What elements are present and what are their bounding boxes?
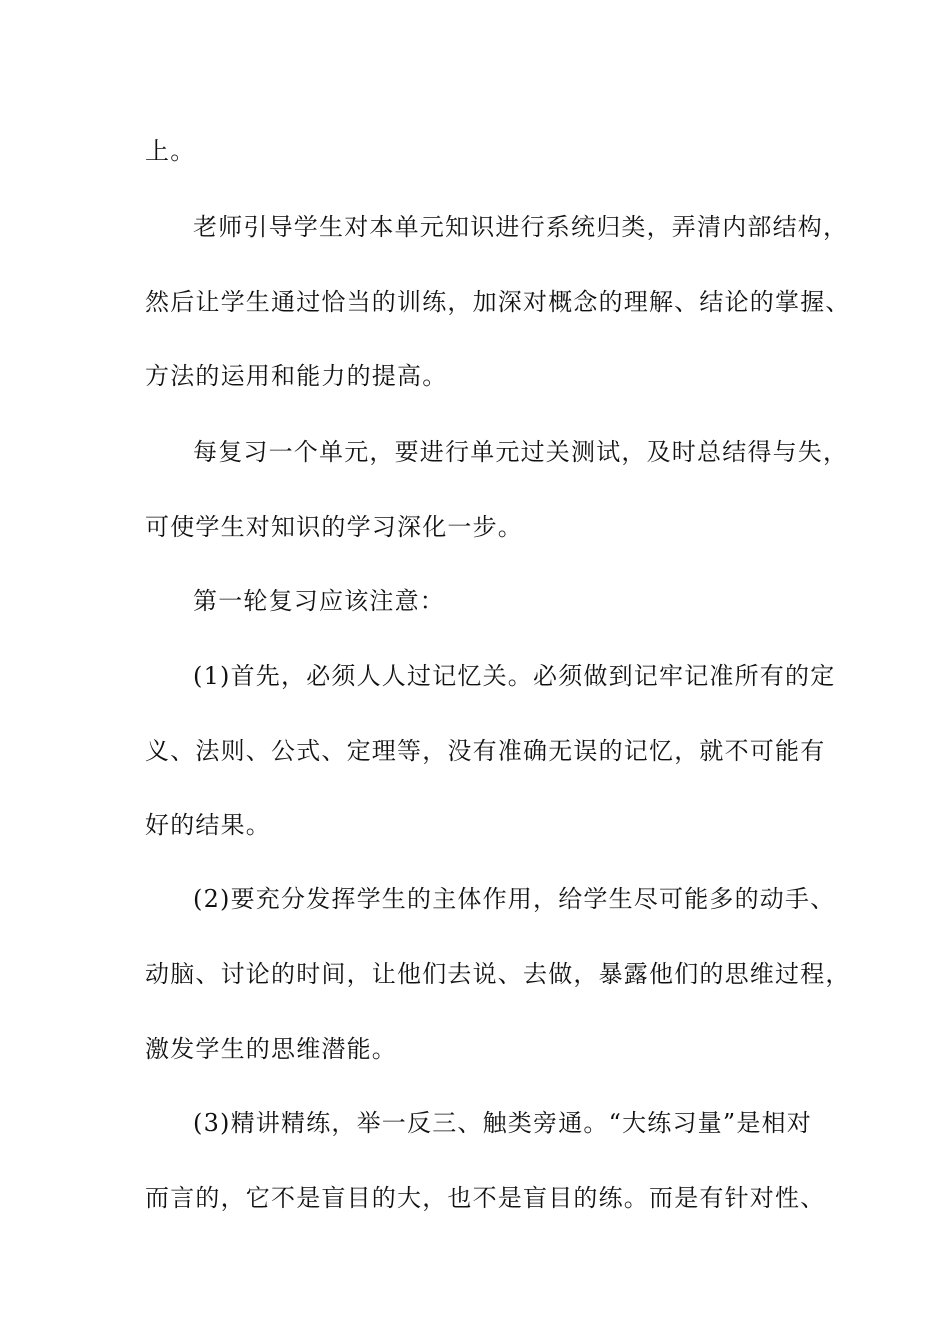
text-line: 每复习一个单元，要进行单元过关测试，及时总结得与失， xyxy=(193,438,849,466)
text-line: (1)首先，必须人人过记忆关。必须做到记牢记准所有的定 xyxy=(193,662,836,690)
text-line: 上。 xyxy=(145,137,196,165)
text-line: 而言的，它不是盲目的大，也不是盲目的练。而是有针对性、 xyxy=(145,1184,826,1212)
text-line: 义、法则、公式、定理等，没有准确无误的记忆，就不可能有 xyxy=(145,737,826,765)
text-line: 可使学生对知识的学习深化一步。 xyxy=(145,513,523,541)
text-line: (2)要充分发挥学生的主体作用，给学生尽可能多的动手、 xyxy=(193,885,836,913)
text-line: 老师引导学生对本单元知识进行系统归类，弄清内部结构， xyxy=(193,213,849,241)
text-line: 第一轮复习应该注意： xyxy=(193,587,445,615)
text-line: (3)精讲精练，举一反三、触类旁通。“大练习量”是相对 xyxy=(193,1109,812,1137)
text-line: 然后让学生通过恰当的训练，加深对概念的理解、结论的掌握、 xyxy=(145,288,851,316)
text-line: 方法的运用和能力的提高。 xyxy=(145,362,448,390)
text-line: 好的结果。 xyxy=(145,811,271,839)
text-line: 动脑、讨论的时间，让他们去说、去做，暴露他们的思维过程， xyxy=(145,960,851,988)
text-line: 激发学生的思维潜能。 xyxy=(145,1035,397,1063)
